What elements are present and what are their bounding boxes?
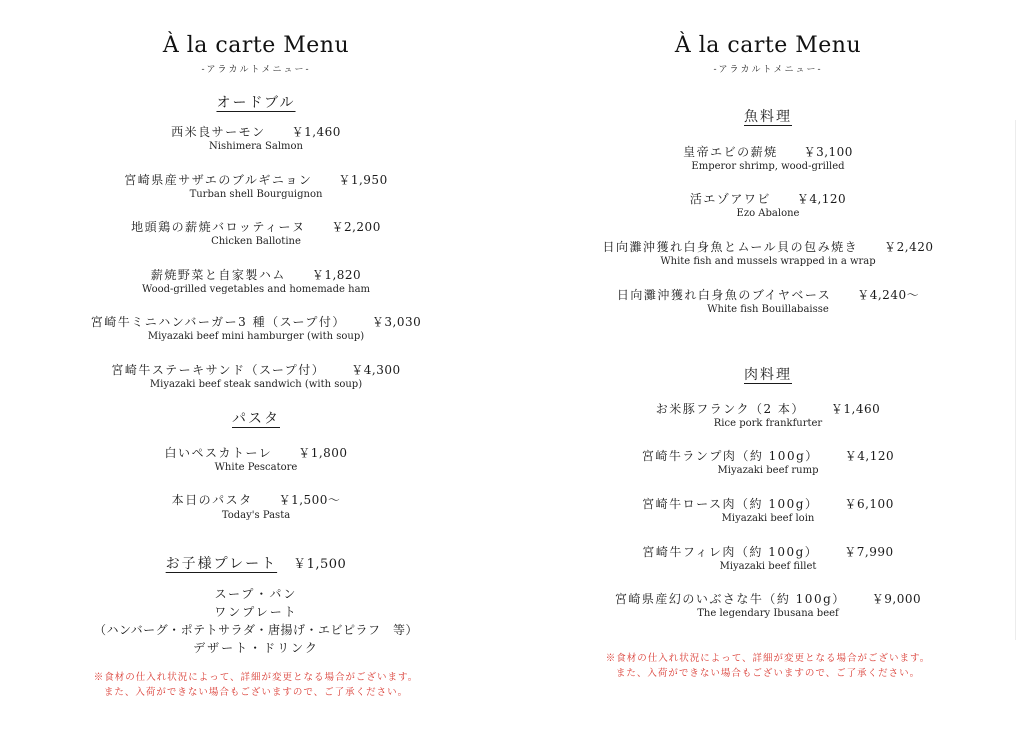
menu-item-english: White fish Bouillabaisse bbox=[707, 304, 829, 315]
page-subtitle: -アラカルトメニュー- bbox=[201, 65, 311, 75]
menu-item-english: White fish and mussels wrapped in a wrap bbox=[660, 256, 876, 267]
menu-item-english: Turban shell Bourguignon bbox=[189, 189, 323, 200]
menu-item-name: 日向灘沖獲れ白身魚とムール貝の包み焼き ￥2,420 bbox=[602, 240, 934, 254]
menu-item-name: 白いペスカトーレ ￥1,800 bbox=[164, 446, 348, 460]
menu-item-price: ￥1,460 bbox=[291, 125, 341, 139]
menu-item-english: Today's Pasta bbox=[221, 510, 291, 521]
menu-item-english: Miyazaki beef steak sandwich (with soup) bbox=[149, 379, 363, 390]
menu-item-name: 宮崎県産サザエのブルギニョン ￥1,950 bbox=[124, 173, 388, 187]
menu-item-price: ￥2,420 bbox=[884, 240, 934, 254]
disclaimer-note-line-2: また、入荷ができない場合もございますので、ご了承ください。 bbox=[103, 687, 409, 698]
right-menu-page bbox=[512, 0, 1024, 745]
menu-item-english: Miyazaki beef rump bbox=[717, 465, 819, 476]
menu-item-name: 活エゾアワビ ￥4,120 bbox=[689, 192, 847, 206]
section-hors-doeuvre-heading: オードブル bbox=[216, 95, 296, 111]
kids-plate-line: スープ・パン bbox=[214, 587, 298, 601]
menu-item-price: ￥1,500～ bbox=[278, 493, 341, 507]
menu-item-name: 地頭鶏の薪焼バロッティーヌ ￥2,200 bbox=[131, 220, 381, 234]
menu-item-english: Emperor shrimp, wood-grilled bbox=[691, 161, 845, 172]
menu-item-price: ￥7,990 bbox=[844, 545, 894, 559]
menu-item-price: ￥1,460 bbox=[830, 402, 881, 416]
menu-item-price: ￥1,800 bbox=[298, 446, 348, 460]
menu-item-price: ￥4,240～ bbox=[857, 288, 920, 302]
menu-item-price: ￥1,950 bbox=[338, 173, 388, 187]
menu-item-name: 宮崎牛ロース肉（約 100g） ￥6,100 bbox=[642, 497, 894, 511]
menu-item-english: White Pescatore bbox=[214, 462, 298, 473]
menu-item-name: お米豚フランク（2 本） ￥1,460 bbox=[655, 402, 881, 416]
menu-item-price: ￥3,030 bbox=[371, 315, 422, 329]
menu-item-name: 皇帝エビの薪焼 ￥3,100 bbox=[683, 145, 853, 159]
section-fish-heading: 魚料理 bbox=[744, 109, 792, 125]
disclaimer-note-line-2: また、入荷ができない場合もございますので、ご了承ください。 bbox=[615, 668, 921, 679]
menu-item-name: 宮崎牛ミニハンバーガー3 種（スープ付） ￥3,030 bbox=[90, 315, 422, 329]
menu-item-price: ￥1,820 bbox=[311, 268, 362, 282]
disclaimer-note-line-1: ※食材の仕入れ状況によって、詳細が変更となる場合がございます。 bbox=[93, 672, 419, 683]
menu-item-name: 薪焼野菜と自家製ハム ￥1,820 bbox=[150, 268, 362, 282]
page-title: À la carte Menu bbox=[162, 33, 350, 58]
menu-item-name: 宮崎牛ランプ肉（約 100g） ￥4,120 bbox=[641, 449, 895, 463]
page-subtitle: -アラカルトメニュー- bbox=[713, 65, 823, 75]
menu-item-english: Miyazaki beef fillet bbox=[719, 561, 817, 572]
menu-item-name: 日向灘沖獲れ白身魚のブイヤベース ￥4,240～ bbox=[616, 288, 920, 302]
kids-plate-line: デザート・ドリンク bbox=[193, 641, 319, 655]
section-pasta-heading: パスタ bbox=[232, 411, 280, 427]
menu-item-english: Ezo Abalone bbox=[736, 208, 800, 219]
menu-item-name: 西米良サーモン ￥1,460 bbox=[171, 125, 341, 139]
menu-item-english: Nishimera Salmon bbox=[209, 141, 303, 152]
menu-item-price: ￥9,000 bbox=[871, 592, 922, 606]
menu-item-english: Miyazaki beef mini hamburger (with soup) bbox=[147, 331, 365, 342]
menu-item-english: Chicken Ballotine bbox=[211, 236, 301, 247]
menu-item-english: Rice pork frankfurter bbox=[713, 418, 823, 429]
kids-plate-line: （ハンバーグ・ポテトサラダ・唐揚げ・エビピラフ 等） bbox=[93, 623, 419, 637]
menu-item-name: 本日のパスタ ￥1,500～ bbox=[171, 493, 341, 507]
menu-item-english: Miyazaki beef loin bbox=[721, 513, 815, 524]
menu-item-price: ￥4,120 bbox=[844, 449, 895, 463]
page-title: À la carte Menu bbox=[674, 33, 862, 58]
kids-plate-line: ワンプレート bbox=[214, 605, 298, 619]
kids-plate-price: ￥1,500 bbox=[293, 557, 347, 572]
menu-item-name: 宮崎県産幻のいぶさな牛（約 100g） ￥9,000 bbox=[614, 592, 922, 606]
menu-item-price: ￥3,100 bbox=[803, 145, 853, 159]
disclaimer-note-line-1: ※食材の仕入れ状況によって、詳細が変更となる場合がございます。 bbox=[605, 653, 931, 664]
page-edge-divider bbox=[1015, 120, 1016, 640]
menu-item-price: ￥2,200 bbox=[331, 220, 381, 234]
menu-item-name: 宮崎牛フィレ肉（約 100g） ￥7,990 bbox=[642, 545, 894, 559]
menu-item-price: ￥4,300 bbox=[351, 363, 401, 377]
menu-item-price: ￥6,100 bbox=[844, 497, 894, 511]
section-kids-plate-heading: お子様プレート ￥1,500 bbox=[165, 556, 347, 572]
menu-item-price: ￥4,120 bbox=[796, 192, 847, 206]
menu-item-name: 宮崎牛ステーキサンド（スープ付） ￥4,300 bbox=[111, 363, 401, 377]
menu-item-english: The legendary Ibusana beef bbox=[697, 608, 839, 619]
section-meat-heading: 肉料理 bbox=[744, 367, 792, 383]
menu-item-english: Wood-grilled vegetables and homemade ham bbox=[141, 284, 371, 295]
